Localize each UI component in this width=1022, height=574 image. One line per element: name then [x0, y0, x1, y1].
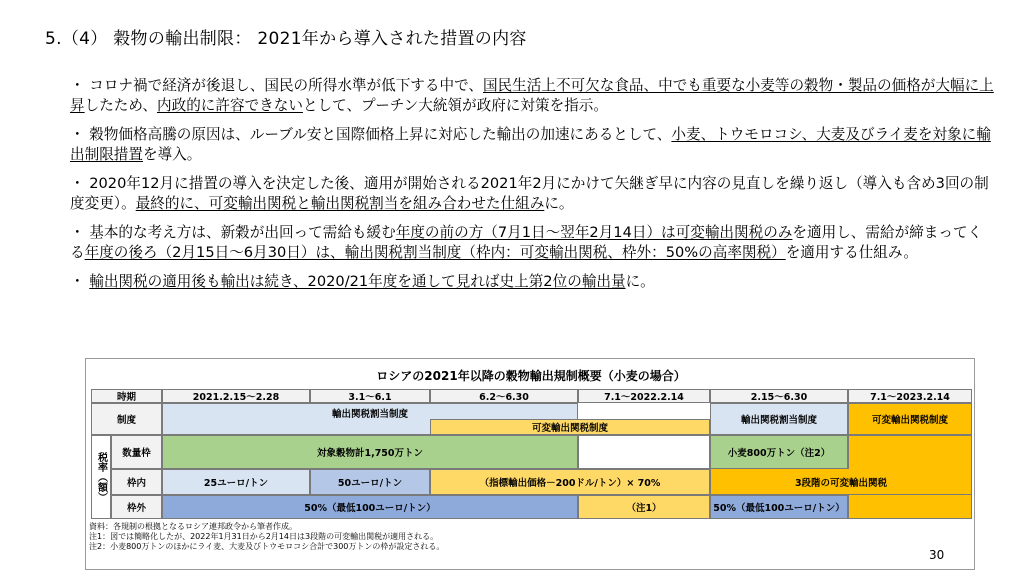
row-label-system: 制度 — [91, 403, 162, 435]
outside-orange-cell — [848, 495, 972, 519]
header-period-2: 3.1～6.1 — [310, 389, 430, 403]
outside-cell-3: 50%（最低100ユーロ/トン） — [710, 495, 848, 519]
bullet-text: を適用する仕組み。 — [785, 244, 918, 261]
bullet-item — [70, 125, 995, 165]
header-period-4: 7.1～2022.2.14 — [578, 389, 710, 403]
page-title: 5.（4） 穀物の輸出制限： 2021年から導入された措置の内容 — [45, 29, 527, 49]
row-label-outside: 枠外 — [111, 495, 162, 519]
table-note-1: 注1：図では簡略化したが、2022年1月31日から2月14日は3段階の可変輸出関税が適用される。 — [89, 532, 439, 541]
inside-cell-2: 50ユーロ/トン — [310, 469, 430, 495]
table-note-source: 資料：各規制の根拠となるロシア連邦政令から筆者作成。 — [89, 522, 297, 531]
header-period-5: 2.15～6.30 — [710, 389, 848, 403]
inside-cell-4: 3段階の可変輸出関税 — [710, 469, 972, 495]
quantity-cell-2: 小麦800万トン（注2） — [710, 435, 848, 469]
regulation-table — [85, 358, 975, 570]
header-period-1: 2021.2.15～2.28 — [162, 389, 310, 403]
underlined-text: 国民生活上不可欠な食品、中でも重要な小麦等の穀物・製品の価格が大幅に上昇 — [70, 77, 994, 114]
bullet-text: ・ 2020年12月に措置の導入を決定した後、適用が開始される2021年2月にかけて矢継ぎ早に内容の見直しを繰り返し（導入も含め3回の制度変更）。 — [70, 175, 989, 212]
outside-cell-2: （注1） — [578, 495, 710, 519]
system-quota-cell-2: 輸出関税割当制度 — [710, 403, 848, 435]
system-variable-cell: 可変輸出関税制度 — [430, 419, 710, 435]
bullet-item — [70, 272, 995, 292]
quantity-cell-1: 対象穀物計1,750万トン — [162, 435, 578, 469]
outside-cell-1: 50%（最低100ユーロ/トン） — [162, 495, 578, 519]
system-quota-cell: 輸出関税割当制度 — [162, 403, 578, 435]
inside-cell-3: （指標輸出価格－200ドル/トン）× 70% — [430, 469, 710, 495]
row-label-tax-vertical: 税率（額） — [91, 435, 111, 519]
header-period-label: 時期 — [91, 389, 162, 403]
row-label-inside: 枠内 — [111, 469, 162, 495]
underlined-text: 小麦、トウモロコシ、大麦及びライ麦を対象に輸出制限措置 — [70, 126, 991, 163]
bullet-text: を適用し、需給が締まってくる — [70, 224, 983, 261]
table-title: ロシアの2021年以降の穀物輸出規制概要（小麦の場合） — [376, 369, 686, 383]
underlined-text: 年度の後ろ（2月15日～6月30日）は、輸出関税割当制度（枠内：可変輸出関税、枠外：50%の高率関税） — [84, 244, 786, 261]
underlined-text: 内政的に許容できない — [157, 97, 303, 114]
row-label-quantity: 数量枠 — [111, 435, 162, 469]
bullet-item — [70, 174, 995, 214]
underlined-text: 年度の前の方（7月1日～翌年2月14日）は可変輸出関税のみ — [395, 224, 793, 241]
bullet-text: に。 — [544, 195, 574, 212]
bullet-text: を導入。 — [142, 146, 202, 163]
bullet-item — [70, 76, 995, 116]
bullet-list — [70, 76, 995, 301]
table-note-2: 注2：小麦800万トンのほかにライ麦、大麦及びトウモロコシ合計で300万トンの枠が設定される。 — [89, 542, 445, 551]
bullet-text: として、プーチン大統領が政府に対策を指示。 — [302, 97, 608, 114]
underlined-text: 輸出関税の適用後も輸出は続き、2020/21年度を通して見れば史上第2位の輸出量 — [89, 273, 626, 290]
bullet-text: ・ 基本的な考え方は、新穀が出回って需給も緩む — [70, 224, 396, 241]
header-period-6: 7.1～2023.2.14 — [848, 389, 972, 403]
system-variable-cell-2: 可変輸出関税制度 — [848, 403, 972, 435]
quantity-empty-cell — [578, 435, 710, 469]
underlined-text: 最終的に、可変輸出関税と輸出関税割当を組み合わせた仕組み — [135, 195, 545, 212]
header-period-3: 6.2～6.30 — [430, 389, 578, 403]
page-number: 30 — [929, 548, 945, 562]
bullet-text: したため、 — [84, 97, 157, 114]
bullet-text: ・ — [70, 273, 90, 290]
bullet-text: ・ コロナ禍で経済が後退し、国民の所得水準が低下する中で、 — [70, 77, 483, 94]
bullet-text: に。 — [625, 273, 655, 290]
inside-cell-1: 25ユーロ/トン — [162, 469, 310, 495]
bullet-text: ・ 穀物価格高騰の原因は、ルーブル安と国際価格上昇に対応した輸出の加速にあるとして、 — [70, 126, 672, 143]
bullet-item — [70, 223, 995, 263]
